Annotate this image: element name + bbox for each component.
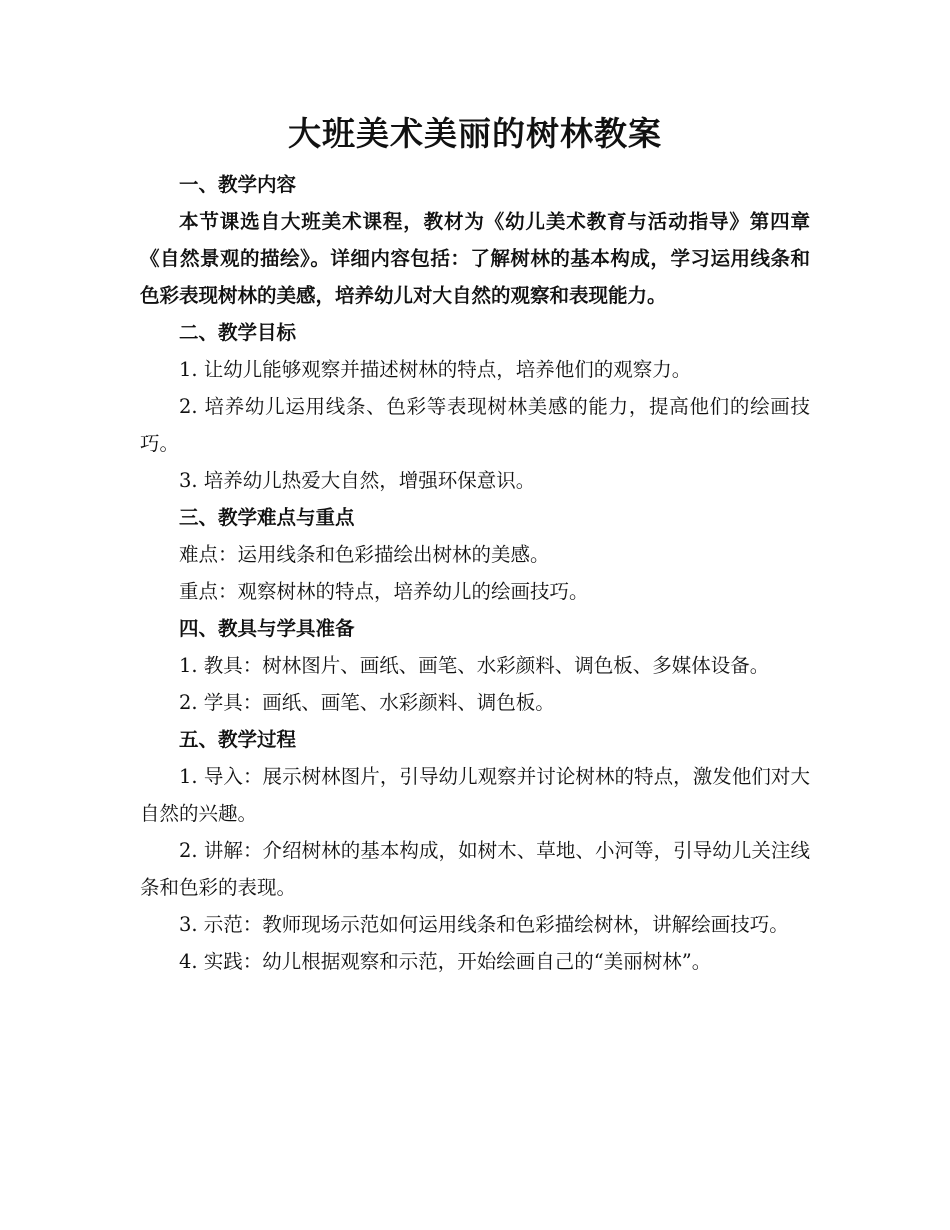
section-heading-difficulties: 三、教学难点与重点 <box>179 506 355 529</box>
content-paragraph: 本节课选自大班美术课程，教材为《幼儿美术教育与活动指导》第四章《自然景观的描绘》。详细内容包括：了解树林的基本构成，学习运用线条和色彩表现树林的美感，培养幼儿对大自然的观察和表现能力。 <box>140 210 810 307</box>
process-item-3: 3. 示范：教师现场示范如何运用线条和色彩描绘树林，讲解绘画技巧。 <box>179 913 789 936</box>
key-point-item: 重点：观察树林的特点，培养幼儿的绘画技巧。 <box>179 580 589 603</box>
section-heading-goals: 二、教学目标 <box>179 321 297 344</box>
materials-item-1: 1. 教具：树林图片、画纸、画笔、水彩颜料、调色板、多媒体设备。 <box>179 654 770 677</box>
document-title: 大班美术美丽的树林教案 <box>288 114 662 153</box>
process-item-2: 2. 讲解：介绍树林的基本构成，如树木、草地、小河等，引导幼儿关注线条和色彩的表现。 <box>140 839 810 899</box>
goal-item-1: 1. 让幼儿能够观察并描述树林的特点，培养他们的观察力。 <box>179 358 692 381</box>
goal-item-3: 3. 培养幼儿热爱大自然，增强环保意识。 <box>179 469 536 492</box>
goal-item-2: 2. 培养幼儿运用线条、色彩等表现树林美感的能力，提高他们的绘画技巧。 <box>140 395 810 455</box>
section-heading-materials: 四、教具与学具准备 <box>179 617 355 640</box>
process-item-1: 1. 导入：展示树林图片，引导幼儿观察并讨论树林的特点，激发他们对大自然的兴趣。 <box>140 765 810 825</box>
materials-item-2: 2. 学具：画纸、画笔、水彩颜料、调色板。 <box>179 691 555 714</box>
section-heading-content: 一、教学内容 <box>179 173 297 196</box>
difficulty-item: 难点：运用线条和色彩描绘出树林的美感。 <box>179 543 550 566</box>
process-item-4: 4. 实践：幼儿根据观察和示范，开始绘画自己的“美丽树林”。 <box>179 950 712 973</box>
section-heading-process: 五、教学过程 <box>179 728 297 751</box>
